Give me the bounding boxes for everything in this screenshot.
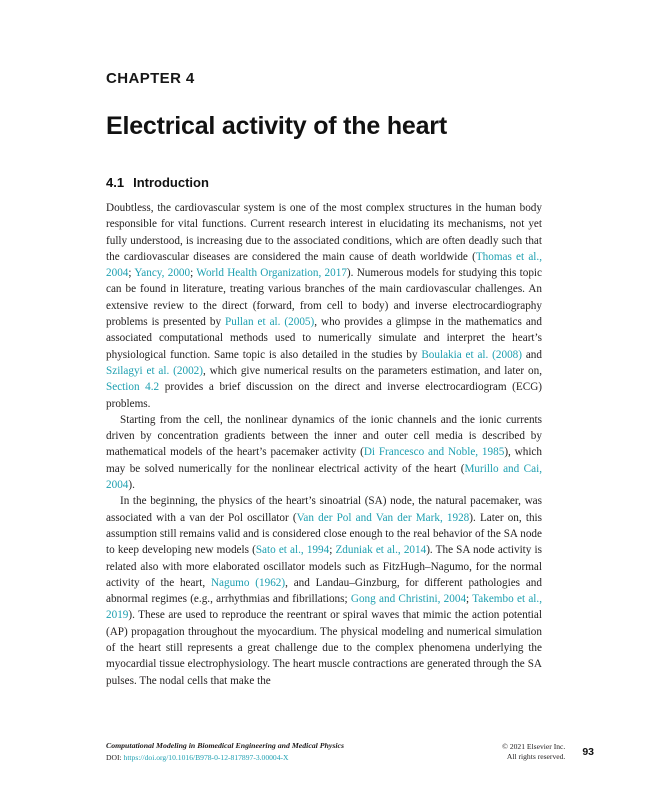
paragraph (106, 200, 542, 412)
text-segment: , who provides a glimpse in the mathematics and associated computational methods used to numerically simulate and interpret the heart’s physiological function. Same topic is also detailed in the studies by (106, 316, 542, 361)
chapter-label: CHAPTER 4 (106, 70, 195, 87)
text-segment: In the beginning, the physics of the heart’s sinoatrial (SA) node, the natural pacemaker, was associated with a van der Pol oscillator ( (106, 495, 542, 524)
text-segment: and (521, 348, 542, 361)
citation-link[interactable]: Sato et al., 1994 (255, 544, 330, 557)
paragraph (106, 493, 542, 689)
text-segment: ). The SA node activity is related also with more elaborated oscillator models such as FitzHugh–Nagumo, for the normal activity of the heart, (106, 544, 542, 589)
rights-line: All rights reserved. (506, 751, 566, 761)
text-segment: , which give numerical results on the parameters estimation, and later on, (202, 364, 542, 377)
page-number: 93 (582, 745, 594, 758)
text-segment: ). These are used to reproduce the reentrant or spiral waves that mimic the action potential (AP) propagation throughout the myocardium. The physical modeling and numerical simulation of the heart still represents a great challenge due to the complex phenomena underlying the myocardial tissue electrophysiology. The heart muscle contractions are generated through the SA pulses. The nodal cells that make the (106, 609, 542, 687)
text-segment: ), which may be solved numerically for the nonlinear electrical activity of the heart ( (106, 446, 542, 475)
citation-link[interactable]: Gong and Christini, 2004 (350, 593, 467, 606)
page-content (106, 0, 542, 689)
text-segment: , and Landau–Ginzburg, for different pathologies and abnormal regimes (e.g., arrhythmias and fibrillations; (106, 576, 542, 606)
citation-link[interactable]: World Health Organization, 2017 (196, 267, 347, 280)
copyright-line: © 2021 Elsevier Inc. (502, 741, 566, 751)
text-segment: Starting from the cell, the nonlinear dynamics of the ionic channels and the ionic currents driven by concentration gradients between the inner and outer cell media is described by mathematical models of the heart’s pacemaker activity ( (106, 413, 542, 459)
page-footer (106, 741, 594, 763)
text-segment: provides a brief discussion on the direct and inverse electrocardiogram (ECG) problems. (106, 381, 542, 410)
text-segment: Doubtless, the cardiovascular system is one of the most complex structures in the human body responsible for vital functions. Current research interest in elucidating its mechanisms, not yet fully understood, is increasing due to the associated conditions, which are often deadly such that the cardiovascular diseases are considered the main cause of death worldwide ( (106, 202, 542, 263)
footer-left (106, 741, 344, 763)
citation-link[interactable]: Di Francesco and Noble, 1985 (363, 446, 505, 459)
page-title: Electrical activity of the heart (106, 112, 447, 140)
citation-link[interactable]: Thomas et al., 2004 (106, 250, 542, 280)
doi-line (106, 753, 344, 763)
citation-link[interactable]: Pullan et al. (2005) (225, 316, 315, 329)
section-number: 4.1 (106, 175, 125, 190)
citation-link[interactable]: Nagumo (1962) (210, 576, 286, 589)
body-text (106, 200, 542, 689)
paragraph (106, 412, 542, 493)
footer-book-title: Computational Modeling in Biomedical Engineering and Medical Physics (106, 741, 345, 750)
citation-link[interactable]: Yancy, 2000 (134, 267, 191, 280)
citation-link[interactable]: Van der Pol and Van der Mark, 1928 (296, 511, 470, 524)
copyright-block (502, 742, 565, 763)
text-segment: ; (128, 267, 135, 280)
doi-link[interactable]: https://doi.org/10.1016/B978-0-12-817897-3.00004-X (123, 752, 289, 762)
citation-link[interactable]: Zduniak et al., 2014 (335, 544, 427, 557)
text-segment: ; (466, 593, 473, 606)
citation-link[interactable]: Szilagyi et al. (2002) (106, 364, 203, 377)
citation-link[interactable]: Section 4.2 (106, 381, 160, 394)
citation-link[interactable]: Boulakia et al. (2008) (421, 348, 522, 361)
citation-link[interactable]: Murillo and Cai, 2004 (106, 462, 543, 492)
section-heading (106, 175, 542, 190)
doi-label: DOI: (106, 752, 124, 762)
text-segment: ). (128, 479, 135, 492)
text-segment: ). Numerous models for studying this topic can be found in literature, treating various branches of the main cardiovascular challenges. An extensive review to the direct (forward, from cell to body) and inverse electrocardiography problems is presented by (106, 267, 543, 329)
section-title: Introduction (133, 175, 209, 190)
citation-link[interactable]: Takembo et al., 2019 (106, 593, 542, 622)
text-segment: ; (190, 267, 197, 280)
footer-right (502, 742, 594, 763)
text-segment: ). Later on, this assumption still remains valid and is considered close enough to the real behavior of the SA node to keep developing new models ( (106, 511, 542, 557)
text-segment: ; (329, 544, 336, 557)
